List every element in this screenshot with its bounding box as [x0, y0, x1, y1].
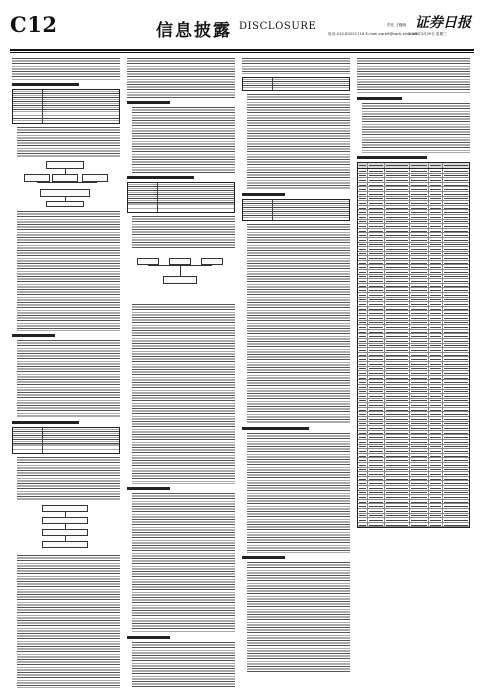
text-block	[357, 103, 470, 153]
text-block	[12, 127, 120, 157]
section-heading	[12, 83, 79, 86]
section-heading	[127, 176, 194, 179]
flowchart	[12, 505, 120, 551]
text-block	[12, 211, 120, 331]
masthead	[10, 8, 474, 50]
section-heading	[242, 193, 285, 196]
contact-line: 电话:010-83251716 E-mail:zqrb9@zqrb.sina.net	[328, 32, 418, 36]
column-3	[242, 58, 350, 688]
section-heading	[357, 97, 402, 100]
text-block	[242, 58, 350, 74]
column-2	[127, 58, 235, 688]
data-table	[357, 162, 470, 528]
section-title: 信息披露	[156, 21, 232, 41]
text-block	[12, 58, 120, 80]
section-heading	[127, 636, 170, 639]
text-block	[127, 107, 235, 173]
section-heading	[12, 421, 79, 424]
newspaper-logo: 证券日报	[415, 15, 471, 31]
text-block	[242, 433, 350, 553]
section-heading	[127, 101, 170, 104]
info-table	[127, 182, 235, 213]
text-block	[242, 224, 350, 424]
flowchart	[12, 161, 120, 207]
text-block	[127, 216, 235, 250]
issue-date: 2023年3月29日 星期三	[408, 32, 447, 36]
text-block	[357, 58, 470, 94]
masthead-rule-thin	[10, 52, 474, 53]
table-caption	[357, 156, 427, 159]
table-row	[358, 523, 469, 528]
editor-credit: 责任 王晓晓	[387, 23, 407, 27]
text-block	[12, 555, 120, 688]
info-table	[12, 427, 120, 454]
text-block	[127, 642, 235, 688]
info-table	[242, 77, 350, 91]
column-1	[12, 58, 120, 688]
info-table	[242, 199, 350, 221]
text-block	[242, 94, 350, 190]
section-heading	[12, 334, 55, 337]
flowchart	[127, 254, 235, 300]
column-4	[357, 58, 470, 688]
text-block	[127, 493, 235, 633]
section-heading	[242, 556, 285, 559]
section-heading	[242, 427, 309, 430]
text-block	[12, 340, 120, 418]
page-number: C12	[10, 12, 58, 37]
text-block	[127, 304, 235, 484]
text-block	[12, 457, 120, 501]
masthead-rule	[10, 49, 474, 51]
info-table	[12, 89, 120, 124]
text-block	[127, 58, 235, 98]
section-heading	[127, 487, 170, 490]
text-block	[242, 562, 350, 672]
section-title-english: DISCLOSURE	[239, 21, 317, 32]
